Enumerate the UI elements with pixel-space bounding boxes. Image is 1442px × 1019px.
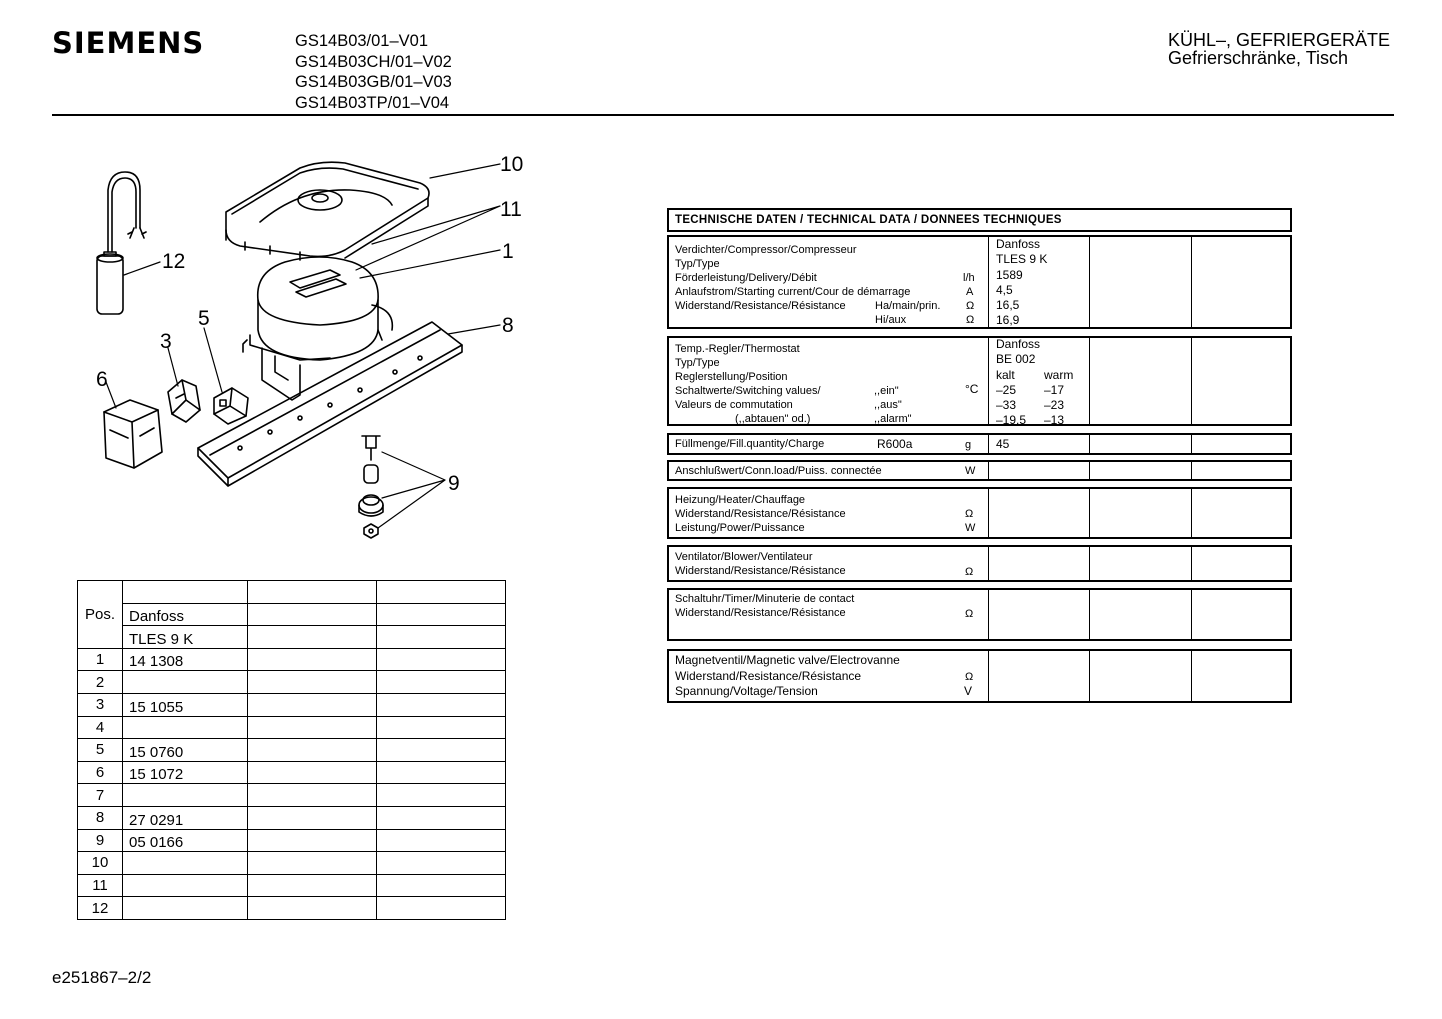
unit: Ω (966, 300, 975, 312)
table-cell (248, 761, 377, 784)
type-label: Typ/Type (675, 258, 720, 270)
part-number: 15 0760 (123, 739, 248, 762)
table-cell (377, 852, 506, 875)
column-divider (988, 651, 989, 701)
table-cell (377, 806, 506, 829)
callout-5: 5 (198, 307, 210, 330)
table-cell (377, 626, 506, 649)
blower-label: Ventilator/Blower/Ventilateur (675, 551, 813, 563)
table-row (78, 603, 506, 626)
unit: Ω (966, 314, 975, 326)
column-divider (1089, 590, 1090, 639)
commutation-label: Valeurs de commutation (675, 399, 793, 411)
mounting-parts-drawing (359, 436, 383, 538)
position-label: Reglerstellung/Position (675, 371, 788, 383)
valve-block (667, 649, 1292, 703)
value: –13 (1044, 413, 1065, 427)
column-divider (1089, 489, 1090, 537)
pos-number: 9 (78, 829, 123, 852)
value: –23 (1044, 398, 1065, 412)
column-divider (1089, 338, 1090, 424)
refrigerant: R600a (877, 437, 913, 451)
part-number: 05 0166 (123, 829, 248, 852)
unit: g (965, 439, 972, 451)
callout-3: 3 (160, 330, 172, 353)
pos-number: 10 (78, 852, 123, 875)
connected-load-label: Anschlußwert/Conn.load/Puiss. connectée (675, 465, 882, 477)
parts-table (77, 580, 506, 920)
part-number: 27 0291 (123, 806, 248, 829)
charge-label: Füllmenge/Fill.quantity/Charge (675, 438, 825, 450)
table-cell (248, 784, 377, 807)
table-row (78, 829, 506, 852)
heater-block (667, 487, 1292, 539)
part-number: 15 1072 (123, 761, 248, 784)
value: 4,5 (996, 283, 1013, 297)
value: TLES 9 K (996, 252, 1048, 266)
unit: Ω (965, 566, 974, 578)
maker-cell: Danfoss (123, 603, 248, 626)
callout-9: 9 (448, 472, 460, 495)
table-cell (248, 581, 377, 604)
tech-data-title: TECHNISCHE DATEN / TECHNICAL DATA / DONNEES TECHNIQUES (667, 208, 1292, 232)
thermostat-block (667, 336, 1292, 426)
unit: Ω (965, 671, 974, 683)
column-divider (1191, 435, 1192, 453)
table-cell (377, 581, 506, 604)
alarm-label: ,,alarm" (874, 413, 912, 425)
value: Danfoss (996, 337, 1041, 351)
part-number (123, 852, 248, 875)
part-number: 14 1308 (123, 648, 248, 671)
relay-cover-drawing (104, 400, 162, 468)
exploded-parts-diagram (60, 140, 540, 550)
table-row (78, 671, 506, 694)
column-divider (988, 237, 989, 327)
table-cell (377, 716, 506, 739)
brand-logo: SIEMENS (52, 26, 205, 60)
delivery-label: Förderleistung/Delivery/Débit (675, 272, 817, 284)
table-cell (377, 603, 506, 626)
table-cell (377, 784, 506, 807)
value: –19,5 (996, 413, 1027, 427)
value: –25 (996, 383, 1017, 397)
column-divider (1089, 237, 1090, 327)
column-divider (988, 590, 989, 639)
pos-number: 12 (78, 897, 123, 920)
table-cell (248, 671, 377, 694)
column-divider (988, 462, 989, 479)
table-cell (248, 897, 377, 920)
unit: W (965, 522, 976, 534)
type-cell: TLES 9 K (123, 626, 248, 649)
connected-load-block (667, 460, 1292, 481)
category-line: KÜHL–, GEFRIERGERÄTE (1168, 30, 1391, 50)
part-number (123, 716, 248, 739)
header-rule (52, 114, 1394, 116)
valve-label: Magnetventil/Magnetic valve/Electrovanne (675, 653, 900, 667)
value: –33 (996, 398, 1017, 412)
heater-label: Heizung/Heater/Chauffage (675, 494, 806, 506)
value: 45 (996, 437, 1010, 451)
model-number: GS14B03GB/01–V03 (295, 73, 452, 91)
value: warm (1044, 368, 1074, 382)
value: 1589 (996, 268, 1023, 282)
resistance-label: Widerstand/Resistance/Résistance (675, 508, 846, 520)
part-number (123, 874, 248, 897)
column-divider (1089, 435, 1090, 453)
table-row (78, 784, 506, 807)
table-row (78, 739, 506, 762)
table-cell (248, 806, 377, 829)
value: –17 (1044, 383, 1065, 397)
pos-number: 5 (78, 739, 123, 762)
table-cell (248, 874, 377, 897)
unit: l/h (963, 272, 975, 284)
resistance-label: Widerstand/Resistance/Résistance (675, 300, 846, 312)
model-number: GS14B03CH/01–V02 (295, 52, 452, 71)
table-cell (377, 648, 506, 671)
defrost-label: (,,abtauen" od.) (735, 413, 811, 425)
pos-number: 1 (78, 648, 123, 671)
unit: Ω (965, 508, 974, 520)
overload-protector-drawing (214, 388, 248, 424)
off-label: ,,aus" (874, 399, 902, 411)
value: Danfoss (996, 237, 1041, 251)
table-cell (377, 874, 506, 897)
capacitor-drawing (97, 172, 146, 314)
column-divider (988, 338, 989, 424)
table-row (78, 852, 506, 875)
column-divider (1191, 338, 1192, 424)
column-divider (1089, 462, 1090, 479)
drip-tray-drawing (226, 162, 429, 260)
table-row (78, 626, 506, 649)
table-row (78, 874, 506, 897)
table-row (78, 716, 506, 739)
model-list (295, 31, 452, 113)
callout-8: 8 (502, 314, 514, 337)
table-cell (248, 693, 377, 716)
compressor-label: Verdichter/Compressor/Compresseur (675, 244, 857, 256)
callout-6: 6 (96, 368, 108, 391)
table-cell (377, 671, 506, 694)
table-cell (248, 648, 377, 671)
table-cell (248, 626, 377, 649)
pos-header: Pos. (78, 581, 123, 649)
blower-block (667, 545, 1292, 582)
callout-11: 10 (500, 153, 524, 176)
resistance-label: Widerstand/Resistance/Résistance (675, 607, 846, 619)
pos-number: 3 (78, 693, 123, 716)
aux-winding-label: Hi/aux (875, 314, 907, 326)
table-cell (123, 581, 248, 604)
relay-drawing (168, 380, 200, 422)
column-divider (988, 489, 989, 537)
part-number (123, 671, 248, 694)
table-cell (248, 739, 377, 762)
table-cell (248, 603, 377, 626)
column-divider (988, 547, 989, 580)
callout-12: 11 (500, 198, 522, 221)
table-row (78, 761, 506, 784)
document-id: e251867–2/2 (52, 968, 152, 987)
column-divider (1191, 651, 1192, 701)
pos-number: 11 (78, 874, 123, 897)
type-label: Typ/Type (675, 357, 720, 369)
table-cell (377, 761, 506, 784)
base-rail-drawing (198, 322, 462, 486)
part-number: 15 1055 (123, 693, 248, 716)
charge-block (667, 433, 1292, 455)
column-divider (1191, 237, 1192, 327)
table-cell (377, 693, 506, 716)
table-cell (377, 897, 506, 920)
part-number (123, 784, 248, 807)
model-number: GS14B03TP/01–V04 (295, 93, 450, 112)
column-divider (988, 435, 989, 453)
column-divider (1191, 547, 1192, 580)
table-row (78, 897, 506, 920)
table-row (78, 581, 506, 604)
voltage-label: Spannung/Voltage/Tension (675, 684, 818, 698)
value: kalt (996, 368, 1015, 382)
pos-number: 6 (78, 761, 123, 784)
table-row (78, 648, 506, 671)
thermostat-label: Temp.-Regler/Thermostat (675, 343, 800, 355)
switching-values-label: Schaltwerte/Switching values/ (675, 385, 821, 397)
category (1168, 31, 1390, 67)
table-cell (377, 829, 506, 852)
on-label: ,,ein" (874, 385, 899, 397)
pos-number: 7 (78, 784, 123, 807)
resistance-label: Widerstand/Resistance/Résistance (675, 669, 862, 683)
column-divider (1191, 590, 1192, 639)
compressor-drawing (243, 257, 392, 400)
callout-10: 12 (162, 250, 186, 273)
category-line: Gefrierschränke, Tisch (1168, 48, 1349, 68)
main-winding-label: Ha/main/prin. (875, 300, 941, 312)
resistance-label: Widerstand/Resistance/Résistance (675, 565, 846, 577)
unit: Ω (965, 608, 974, 620)
column-divider (1191, 462, 1192, 479)
column-divider (1191, 489, 1192, 537)
column-divider (1089, 651, 1090, 701)
value: BE 002 (996, 352, 1036, 366)
table-row (78, 806, 506, 829)
table-cell (377, 739, 506, 762)
value: 16,9 (996, 313, 1020, 327)
unit: V (964, 684, 973, 698)
power-label: Leistung/Power/Puissance (675, 522, 805, 534)
compressor-block (667, 235, 1292, 329)
model-number: GS14B03/01–V01 (295, 32, 429, 50)
table-cell (248, 852, 377, 875)
table-cell (248, 716, 377, 739)
pos-number: 2 (78, 671, 123, 694)
unit: A (966, 286, 974, 298)
table-row (78, 693, 506, 716)
timer-label: Schaltuhr/Timer/Minuterie de contact (675, 593, 855, 605)
value: 16,5 (996, 298, 1020, 312)
starting-current-label: Anlaufstrom/Starting current/Cour de démarrage (675, 286, 911, 298)
callout-1: 1 (502, 240, 514, 263)
column-divider (1089, 547, 1090, 580)
part-number (123, 897, 248, 920)
unit: °C (965, 382, 979, 396)
pos-number: 4 (78, 716, 123, 739)
pos-number: 8 (78, 806, 123, 829)
timer-block (667, 588, 1292, 641)
table-cell (248, 829, 377, 852)
unit: W (965, 465, 976, 477)
